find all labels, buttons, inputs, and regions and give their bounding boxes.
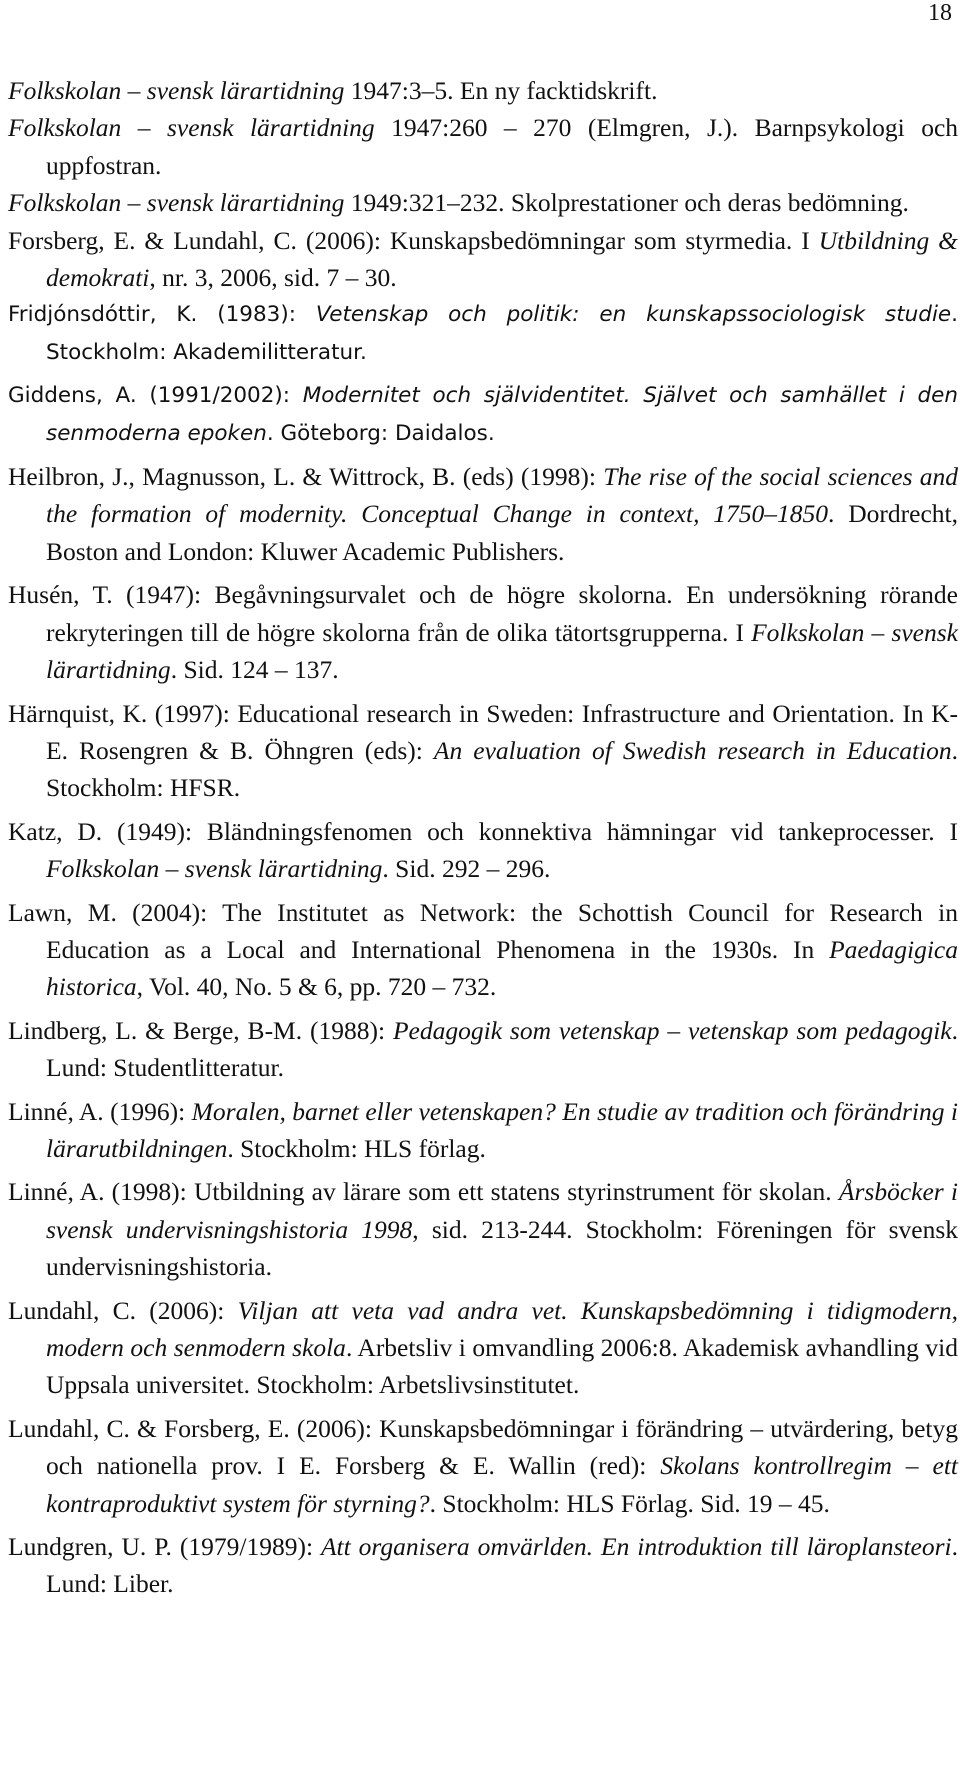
reference-text: , Vol. 40, No. 5 & 6, pp. 720 – 732. (136, 972, 497, 1002)
reference-text: Forsberg, E. & Lundahl, C. (2006): Kunskapsbedömningar som styrmedia. I (8, 225, 819, 255)
reference-title: An evaluation of Swedish research in Education (433, 735, 952, 765)
reference-entry (8, 184, 958, 221)
reference-title: Moralen, barnet eller vetenskapen? En studie av tradition och förändring i lärarutbildningen (46, 1096, 958, 1163)
reference-title: Paedagigica historica (46, 934, 958, 1002)
reference-title: Årsböcker i svensk undervisningshistoria 1998 (46, 1177, 958, 1244)
reference-entry (8, 1292, 958, 1404)
reference-entry (8, 1410, 958, 1522)
reference-entry (8, 1173, 958, 1285)
reference-entry (8, 695, 958, 807)
reference-title: Skolans kontrollregim – ett kontraproduktivt system för styrning? (46, 1451, 958, 1518)
reference-text: Lindberg, L. & Berge, B-M. (1988): (8, 1015, 393, 1045)
reference-text: Lawn, M. (2004): The Institutet as Network: the Schottish Council for Research in Education as a Local and International Phenomena in the 1930s. In (8, 897, 958, 964)
page-number: 18 (928, 0, 952, 26)
reference-entry (8, 1093, 958, 1168)
reference-entry (8, 1528, 958, 1603)
reference-title: Utbildning & demokrati (46, 225, 958, 293)
reference-text: Linné, A. (1996): (8, 1096, 192, 1126)
reference-entry (8, 296, 958, 371)
reference-text: . Lund: Studentlitteratur. (46, 1015, 958, 1083)
reference-text: . Stockholm: Akademilitteratur. (46, 302, 958, 365)
reference-text: . Sid. 124 – 137. (170, 655, 339, 685)
reference-title: Viljan att veta vad andra vet. Kunskapsbedömning i tidigmodern, modern och senmodern skola (46, 1295, 959, 1362)
reference-text: Linné, A. (1998): Utbildning av lärare som ett statens styrinstrument för skolan. (8, 1177, 839, 1207)
reference-text: Giddens, A. (1991/2002): (8, 383, 303, 409)
reference-text: 1947:3–5. En ny facktidskrift. (344, 76, 658, 105)
reference-entry (8, 109, 958, 184)
reference-text: Katz, D. (1949): Bländningsfenomen och konnektiva hämningar vid tankeprocesser. I (8, 816, 958, 846)
reference-title: Modernitet och självidentitet. Självet och samhället i den senmoderna epoken (46, 383, 958, 446)
reference-text: . Stockholm: HLS Förlag. Sid. 19 – 45. (429, 1488, 830, 1518)
reference-title: Folkskolan – svensk lärartidning (46, 854, 383, 884)
reference-title: Vetenskap och politik: en kunskapssociologisk studie (315, 302, 952, 328)
reference-text: Husén, T. (1947): Begåvningsurvalet och de högre skolorna. En undersökning rörande rekryteringen till de högre skolorna från de olika tätortsgrupperna. I (8, 580, 958, 647)
reference-text: Lundahl, C. (2006): (8, 1295, 238, 1325)
reference-entry (8, 458, 958, 570)
reference-title: Folkskolan – svensk lärartidning (8, 76, 345, 105)
reference-text: Lundahl, C. & Forsberg, E. (2006): Kunskapsbedömningar i förändring – utvärdering, betyg och nationella prov. I E. Forsberg & E. Wallin (red): (8, 1413, 958, 1481)
reference-list (8, 72, 958, 1603)
reference-text: Härnquist, K. (1997): Educational research in Sweden: Infrastructure and Orientation. In K-E. Rosengren & B. Öhngren (eds): (8, 698, 958, 765)
reference-title: The rise of the social sciences and the formation of modernity. Conceptual Change in context, 1750–1850 (46, 462, 958, 529)
reference-entry (8, 1012, 958, 1087)
reference-entry (8, 576, 958, 688)
reference-text: Heilbron, J., Magnusson, L. & Wittrock, B. (eds) (1998): (8, 462, 604, 492)
reference-text: . Dordrecht, Boston and London: Kluwer Academic Publishers. (46, 499, 958, 566)
reference-title: Folkskolan – svensk lärartidning (8, 113, 375, 143)
reference-entry (8, 894, 958, 1006)
reference-entry (8, 813, 958, 888)
reference-text: 1949:321–232. Skolprestationer och deras bedömning. (344, 188, 909, 218)
reference-text: , sid. 213-244. Stockholm: Föreningen för svensk undervisningshistoria. (46, 1214, 958, 1282)
reference-text: . Stockholm: HLS förlag. (227, 1133, 486, 1163)
reference-entry (8, 377, 958, 452)
reference-text: Lundgren, U. P. (1979/1989): (8, 1532, 321, 1562)
reference-text: . Lund: Liber. (46, 1532, 958, 1599)
reference-title: Pedagogik som vetenskap – vetenskap som pedagogik (392, 1015, 952, 1045)
reference-text: 1947:260 – 270 (Elmgren, J.). Barnpsykologi och uppfostran. (46, 113, 959, 180)
reference-title: Att organisera omvärlden. En introduktion till läroplansteori (320, 1532, 952, 1562)
reference-entry (8, 72, 958, 109)
reference-text: . Göteborg: Daidalos. (266, 420, 495, 446)
reference-text: . Sid. 292 – 296. (382, 854, 551, 884)
reference-title: Folkskolan – svensk lärartidning (46, 617, 958, 685)
reference-text: Fridjónsdóttir, K. (1983): (8, 302, 316, 328)
reference-title: Folkskolan – svensk lärartidning (8, 188, 345, 218)
reference-text: . Arbetsliv i omvandling 2006:8. Akademisk avhandling vid Uppsala universitet. Stockholm: Arbetslivsinstitutet. (46, 1333, 958, 1400)
reference-text: , nr. 3, 2006, sid. 7 – 30. (149, 263, 397, 293)
reference-entry (8, 222, 958, 297)
reference-text: . Stockholm: HFSR. (46, 735, 959, 803)
